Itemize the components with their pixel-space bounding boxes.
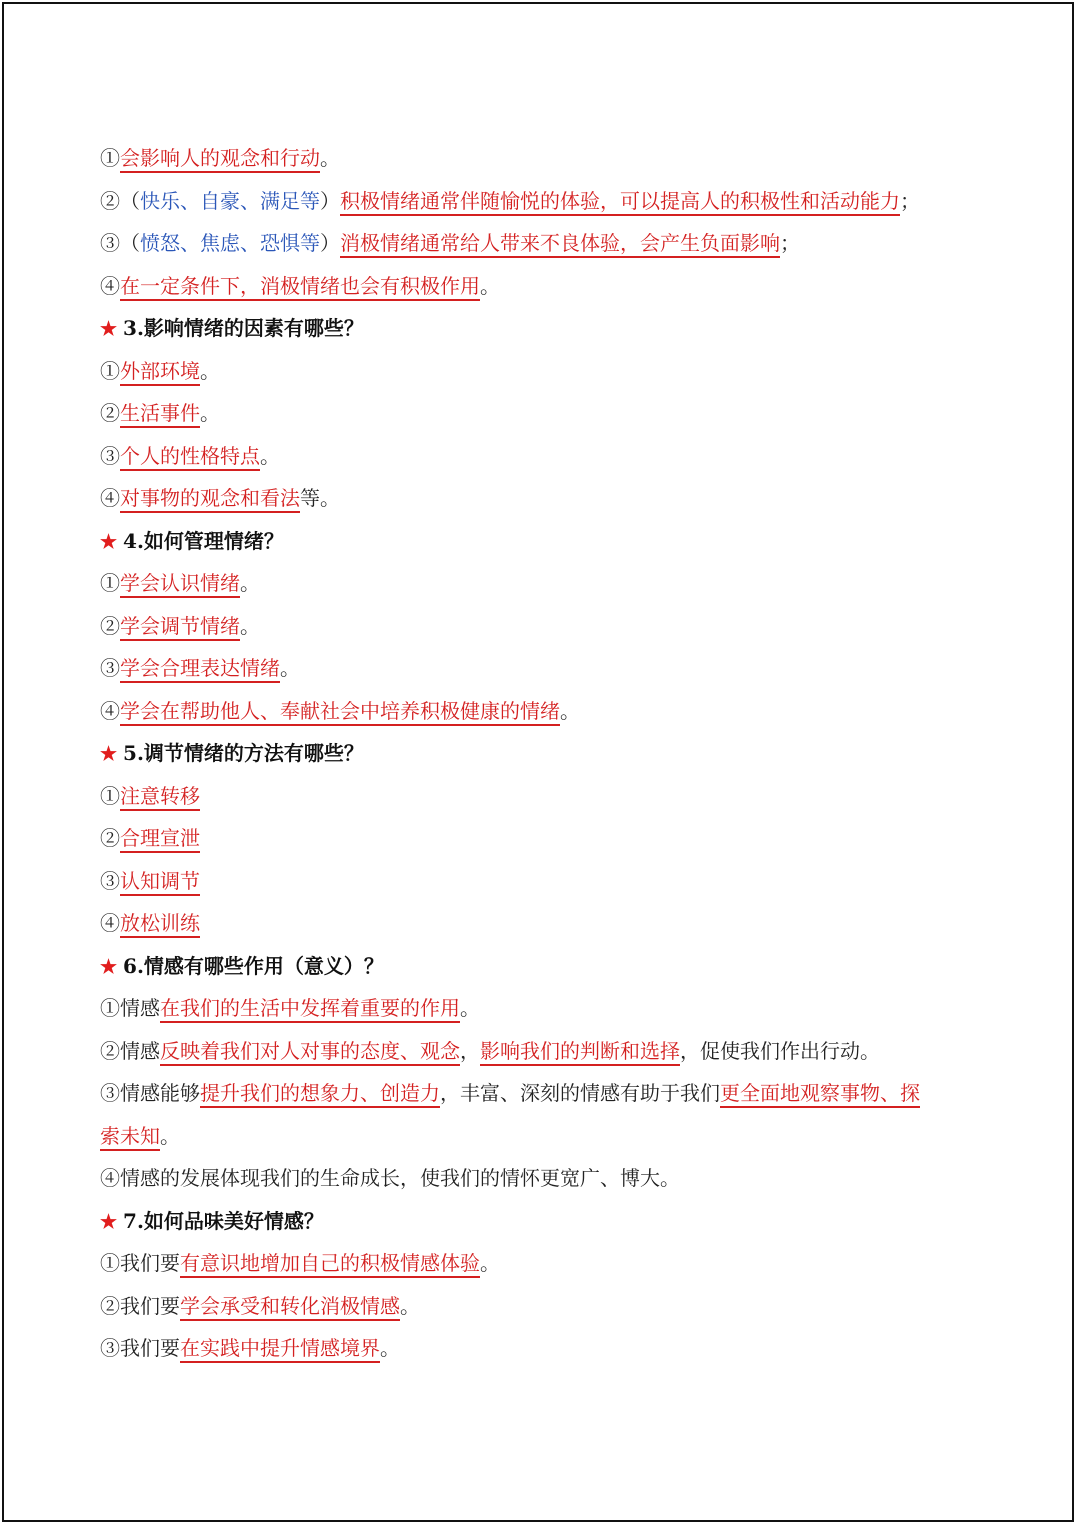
heading-text: 5.调节情绪的方法有哪些？ (123, 741, 364, 765)
plain-text: 等。 (300, 486, 340, 510)
plain-text: 我们要 (120, 1336, 180, 1360)
highlighted-answer: 学会在帮助他人、奉献社会中培养积极健康的情绪 (120, 699, 560, 726)
plain-text: 情感 (120, 1038, 160, 1063)
item-number: ② (100, 401, 120, 425)
highlighted-answer: 在一定条件下，消极情绪也会有积极作用 (120, 274, 480, 301)
section-heading (100, 520, 980, 563)
list-item (100, 1327, 980, 1370)
item-number: ③ (100, 1336, 120, 1360)
item-number: ④ (100, 486, 120, 510)
plain-text: （ (120, 231, 140, 255)
list-item (100, 775, 980, 818)
plain-text: ； (780, 231, 800, 255)
list-item (100, 435, 980, 478)
item-number: ① (100, 571, 120, 595)
list-item (100, 860, 980, 903)
list-item (100, 562, 980, 605)
emotion-examples: 愤怒、焦虑、恐惧等 (140, 231, 320, 255)
highlighted-answer: 放松训练 (120, 911, 200, 938)
list-item (100, 1072, 980, 1115)
plain-text: 。 (480, 1251, 500, 1275)
heading-text: 3.影响情绪的因素有哪些？ (123, 316, 364, 340)
list-item (100, 137, 980, 180)
item-number: ③ (100, 656, 120, 680)
content-area (100, 137, 980, 1370)
document-page (2, 2, 1074, 1522)
section-heading (100, 945, 980, 988)
list-item (100, 605, 980, 648)
plain-text: 。 (240, 571, 260, 595)
item-number: ② (100, 613, 120, 638)
plain-text: ，丰富、深刻的情感有助于我们 (440, 1081, 720, 1105)
highlighted-answer: 学会调节情绪 (120, 614, 240, 641)
item-number: ④ (100, 273, 120, 298)
list-item (100, 817, 980, 860)
list-item (100, 902, 980, 945)
plain-text: 。 (480, 273, 500, 298)
item-number: ① (100, 996, 120, 1020)
highlighted-answer: 影响我们的判断和选择 (480, 1039, 680, 1066)
plain-text: ） (320, 188, 340, 213)
item-number: ① (100, 146, 120, 170)
star-icon: ★ (100, 530, 118, 553)
plain-text: 情感的发展体现我们的生命成长，使我们的情怀更宽广、博大。 (120, 1166, 680, 1190)
list-item (100, 180, 980, 223)
item-number: ③ (100, 231, 120, 255)
item-number: ③ (100, 868, 120, 893)
item-number: ② (100, 1293, 120, 1318)
plain-text: 。 (240, 613, 260, 638)
list-item (100, 1157, 980, 1200)
plain-text: 。 (460, 996, 480, 1020)
highlighted-answer: 有意识地增加自己的积极情感体验 (180, 1251, 480, 1278)
highlighted-answer: 更全面地观察事物、探 (720, 1081, 920, 1108)
plain-text: ，促使我们作出行动。 (680, 1038, 880, 1063)
highlighted-answer: 学会认识情绪 (120, 571, 240, 598)
section-heading (100, 1200, 980, 1243)
highlighted-answer: 外部环境 (120, 359, 200, 386)
heading-text: 4.如何管理情绪？ (123, 528, 284, 553)
plain-text: 。 (400, 1293, 420, 1318)
star-icon: ★ (100, 1210, 118, 1233)
item-number: ③ (100, 443, 120, 468)
star-icon: ★ (100, 955, 118, 978)
emotion-examples: 快乐、自豪、满足等 (140, 188, 320, 213)
item-number: ④ (100, 911, 120, 935)
plain-text: （ (120, 188, 140, 213)
plain-text: 。 (380, 1336, 400, 1360)
list-item (100, 350, 980, 393)
list-item (100, 392, 980, 435)
list-item (100, 222, 980, 265)
plain-text: 。 (200, 401, 220, 425)
item-number: ① (100, 1251, 120, 1275)
highlighted-answer: 合理宣泄 (120, 826, 200, 853)
highlighted-answer: 反映着我们对人对事的态度、观念 (160, 1039, 460, 1066)
item-number: ② (100, 826, 120, 850)
highlighted-answer: 在实践中提升情感境界 (180, 1336, 380, 1363)
heading-text: 6.情感有哪些作用（意义）？ (123, 953, 384, 978)
item-number: ① (100, 358, 120, 383)
plain-text: ， (460, 1038, 480, 1063)
list-item (100, 477, 980, 520)
item-number: ④ (100, 1166, 120, 1190)
list-item (100, 1242, 980, 1285)
item-number: ② (100, 188, 120, 213)
plain-text: 。 (200, 358, 220, 383)
star-icon: ★ (100, 743, 118, 765)
highlighted-answer: 认知调节 (120, 869, 200, 896)
item-number: ① (100, 783, 120, 808)
highlighted-answer: 提升我们的想象力、创造力 (200, 1081, 440, 1108)
plain-text: 情感 (120, 996, 160, 1020)
section-heading (100, 732, 980, 775)
plain-text: 。 (260, 443, 280, 468)
plain-text: ） (320, 231, 340, 255)
plain-text: 情感能够 (120, 1081, 200, 1105)
list-item (100, 690, 980, 733)
list-item (100, 647, 980, 690)
highlighted-answer: 个人的性格特点 (120, 444, 260, 471)
list-item (100, 1285, 980, 1328)
section-heading (100, 307, 980, 350)
highlighted-answer: 会影响人的观念和行动 (120, 146, 320, 173)
list-item (100, 1030, 980, 1073)
item-number: ② (100, 1038, 120, 1063)
star-icon: ★ (100, 318, 118, 340)
highlighted-answer: 学会承受和转化消极情感 (180, 1294, 400, 1321)
plain-text: 我们要 (120, 1251, 180, 1275)
list-item (100, 987, 980, 1030)
list-item (100, 1115, 980, 1158)
highlighted-answer: 积极情绪通常伴随愉悦的体验，可以提高人的积极性和活动能力 (340, 189, 900, 216)
list-item (100, 265, 980, 308)
item-number: ③ (100, 1081, 120, 1105)
highlighted-answer: 生活事件 (120, 401, 200, 428)
highlighted-answer: 注意转移 (120, 784, 200, 811)
plain-text: ； (900, 188, 920, 213)
plain-text: 。 (160, 1123, 180, 1148)
heading-text: 7.如何品味美好情感？ (123, 1208, 324, 1233)
item-number: ④ (100, 698, 120, 723)
highlighted-answer: 学会合理表达情绪 (120, 656, 280, 683)
highlighted-answer: 索未知 (100, 1124, 160, 1151)
plain-text: 我们要 (120, 1293, 180, 1318)
highlighted-answer: 在我们的生活中发挥着重要的作用 (160, 996, 460, 1023)
plain-text: 。 (280, 656, 300, 680)
highlighted-answer: 消极情绪通常给人带来不良体验，会产生负面影响 (340, 231, 780, 258)
plain-text: 。 (560, 698, 580, 723)
highlighted-answer: 对事物的观念和看法 (120, 486, 300, 513)
plain-text: 。 (320, 146, 340, 170)
